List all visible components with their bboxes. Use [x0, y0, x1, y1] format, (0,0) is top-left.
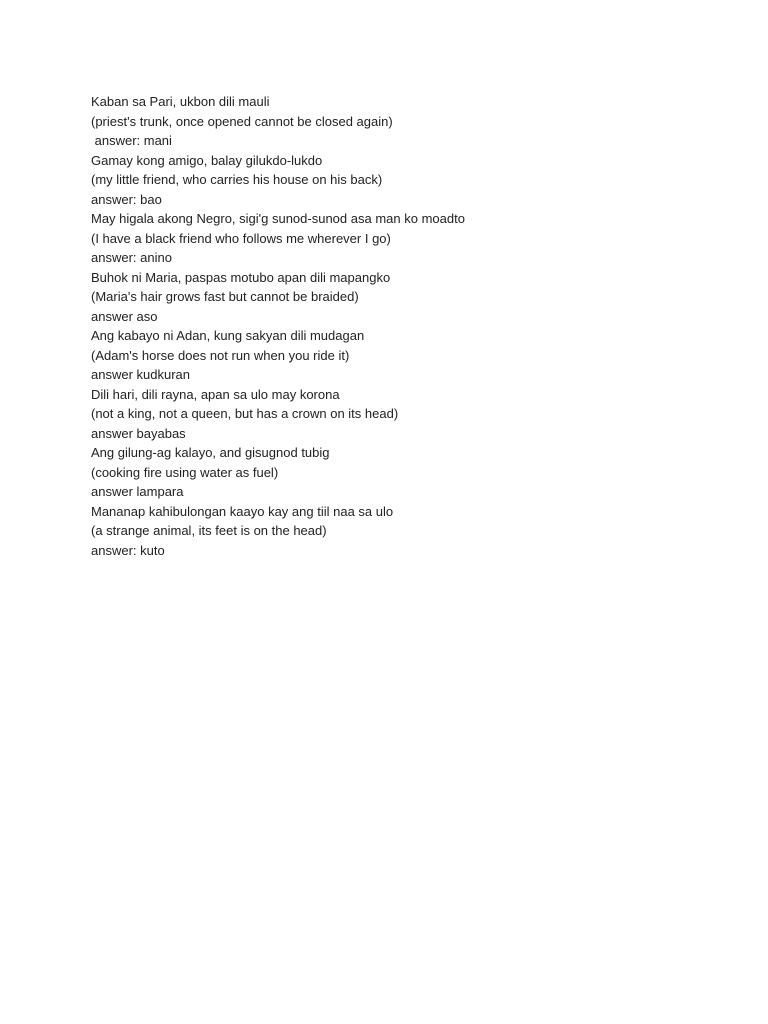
- riddle-5-text: Ang kabayo ni Adan, kung sakyan dili mudagan: [91, 328, 365, 343]
- riddle-3-translation: (I have a black friend who follows me wherever I go): [91, 230, 391, 246]
- riddle-6-text: Dili hari, dili rayna, apan sa ulo may korona: [91, 386, 340, 402]
- riddle-7-text: Ang gilung-ag kalayo, and gisugnod tubig: [91, 445, 330, 460]
- riddle-4-answer: answer aso: [91, 308, 158, 324]
- riddle-7-answer: answer lampara: [91, 484, 184, 499]
- riddle-2-answer: answer: bao: [91, 191, 162, 207]
- riddles-text: [91, 92, 711, 560]
- riddle-1-translation: (priest's trunk, once opened cannot be closed again): [91, 113, 393, 129]
- riddle-5-answer: answer kudkuran: [91, 367, 190, 382]
- riddle-8-text: Mananap kahibulongan kaayo kay ang tiil naa sa ulo: [91, 503, 394, 519]
- riddle-6-answer: answer bayabas: [91, 425, 186, 441]
- riddle-1-text: Kaban sa Pari, ukbon dili mauli: [91, 94, 270, 109]
- riddle-5-translation: (Adam's horse does not run when you ride it): [91, 347, 350, 363]
- riddle-1-answer: answer: mani: [91, 133, 172, 148]
- riddle-4-translation: (Maria's hair grows fast but cannot be braided): [91, 289, 359, 304]
- riddle-7-translation: (cooking fire using water as fuel): [91, 464, 279, 480]
- riddle-6-translation: (not a king, not a queen, but has a crown on its head): [91, 406, 399, 421]
- riddle-3-text: May higala akong Negro, sigi'g sunod-sunod asa man ko moadto: [91, 211, 465, 226]
- riddle-8-translation: (a strange animal, its feet is on the head): [91, 523, 327, 538]
- riddle-4-text: Buhok ni Maria, paspas motubo apan dili mapangko: [91, 269, 391, 285]
- riddle-3-answer: answer: anino: [91, 250, 172, 265]
- riddle-2-text: Gamay kong amigo, balay gilukdo-lukdo: [91, 152, 323, 168]
- riddle-8-answer: answer: kuto: [91, 542, 165, 558]
- riddle-2-translation: (my little friend, who carries his house on his back): [91, 172, 383, 187]
